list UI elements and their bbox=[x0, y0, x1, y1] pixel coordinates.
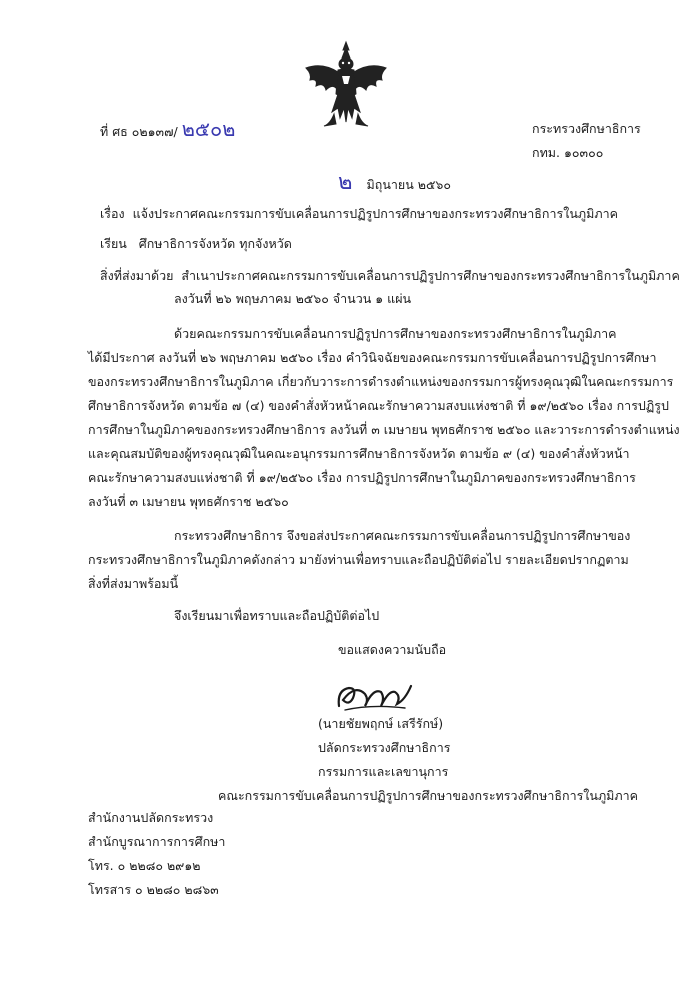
signatory-title-1: ปลัดกระทรวงศึกษาธิการ bbox=[318, 740, 451, 755]
ministry-name: กระทรวงศึกษาธิการ bbox=[532, 121, 641, 136]
reference-number: ที่ ศธ ๐๒๑๓๗/ ๒๕๐๒ bbox=[100, 117, 236, 141]
handwritten-day: ๒ bbox=[338, 170, 353, 195]
signatory-name: (นายชัยพฤกษ์ เสรีรักษ์) bbox=[318, 716, 444, 731]
closing-regards: ขอแสดงความนับถือ bbox=[338, 642, 447, 657]
paragraph-1-line: ของกระทรวงศึกษาธิการในภูมิภาค เกี่ยวกับวาระการดำรงตำแหน่งของกรรมการผู้ทรงคุณวุฒิในคณะกรรมการ bbox=[88, 374, 674, 389]
garuda-emblem-icon bbox=[300, 38, 392, 130]
signatory-title-2: กรรมการและเลขานุการ bbox=[318, 764, 449, 779]
signatory-title-3: คณะกรรมการขับเคลื่อนการปฏิรูปการศึกษาของกระทรวงศึกษาธิการในภูมิภาค bbox=[218, 788, 639, 803]
handwritten-ref-number: ๒๕๐๒ bbox=[181, 117, 236, 141]
paragraph-1-line: คณะรักษาความสงบแห่งชาติ ที่ ๑๙/๒๕๖๐ เรื่อง การปฏิรูปการศึกษาในภูมิภาคของกระทรวงศึกษาธิการ bbox=[88, 470, 636, 485]
enclosure-line-2: ลงวันที่ ๒๖ พฤษภาคม ๒๕๖๐ จำนวน ๑ แผ่น bbox=[174, 291, 412, 306]
signature-icon bbox=[335, 680, 413, 714]
paragraph-2-line: กระทรวงศึกษาธิการในภูมิภาคดังกล่าว มายังท่านเพื่อทราบและถือปฏิบัติต่อไป รายละเอียดปรากฏตาม bbox=[88, 552, 629, 567]
subject-line: เรื่อง แจ้งประกาศคณะกรรมการขับเคลื่อนการปฏิรูปการศึกษาของกระทรวงศึกษาธิการในภูมิภาค bbox=[100, 206, 618, 221]
paragraph-1-line: ศึกษาธิการจังหวัด ตามข้อ ๗ (๔) ของคำสั่งหัวหน้าคณะรักษาความสงบแห่งชาติ ที่ ๑๙/๒๕๖๐ เรื่อง การปฏิรูป bbox=[88, 398, 669, 413]
paragraph-2-line: กระทรวงศึกษาธิการ จึงขอส่งประกาศคณะกรรมการขับเคลื่อนการปฏิรูปการศึกษาของ bbox=[174, 528, 631, 543]
enclosure-line: สิ่งที่ส่งมาด้วย สำเนาประกาศคณะกรรมการขับเคลื่อนการปฏิรูปการศึกษาของกระทรวงศึกษาธิการในภูมิภาค bbox=[100, 268, 680, 283]
footer-tel: โทร. ๐ ๒๒๘๐ ๒๙๑๒ bbox=[88, 858, 201, 873]
postcode: กทม. ๑๐๓๐๐ bbox=[532, 145, 604, 160]
footer-bureau: สำนักบูรณาการการศึกษา bbox=[88, 834, 226, 849]
paragraph-1-line: การศึกษาในภูมิภาคของกระทรวงศึกษาธิการ ลงวันที่ ๓ เมษายน พุทธศักราช ๒๕๖๐ และวาระการดำรงตำแหน่ง bbox=[88, 422, 680, 437]
paragraph-2-line: สิ่งที่ส่งมาพร้อมนี้ bbox=[88, 576, 179, 591]
paragraph-1-line: ลงวันที่ ๓ เมษายน พุทธศักราช ๒๕๖๐ bbox=[88, 494, 289, 509]
footer-fax: โทรสาร ๐ ๒๒๘๐ ๒๘๖๓ bbox=[88, 882, 219, 897]
paragraph-1-line: ได้มีประกาศ ลงวันที่ ๒๖ พฤษภาคม ๒๕๖๐ เรื่อง คำวินิจฉัยของคณะกรรมการขับเคลื่อนการปฏิรูปการศึกษา bbox=[88, 350, 657, 365]
paragraph-3: จึงเรียนมาเพื่อทราบและถือปฏิบัติต่อไป bbox=[174, 608, 380, 623]
paragraph-1-line: ด้วยคณะกรรมการขับเคลื่อนการปฏิรูปการศึกษาของกระทรวงศึกษาธิการในภูมิภาค bbox=[174, 326, 617, 341]
recipient-line: เรียน ศึกษาธิการจังหวัด ทุกจังหวัด bbox=[100, 236, 292, 251]
letter-date: ๒ มิถุนายน ๒๕๖๐ bbox=[338, 170, 451, 195]
footer-office: สำนักงานปลัดกระทรวง bbox=[88, 810, 214, 825]
paragraph-1-line: และคุณสมบัติของผู้ทรงคุณวุฒิในคณะอนุกรรมการศึกษาธิการจังหวัด ตามข้อ ๙ (๔) ของคำสั่งหัวหน้า bbox=[88, 446, 630, 461]
